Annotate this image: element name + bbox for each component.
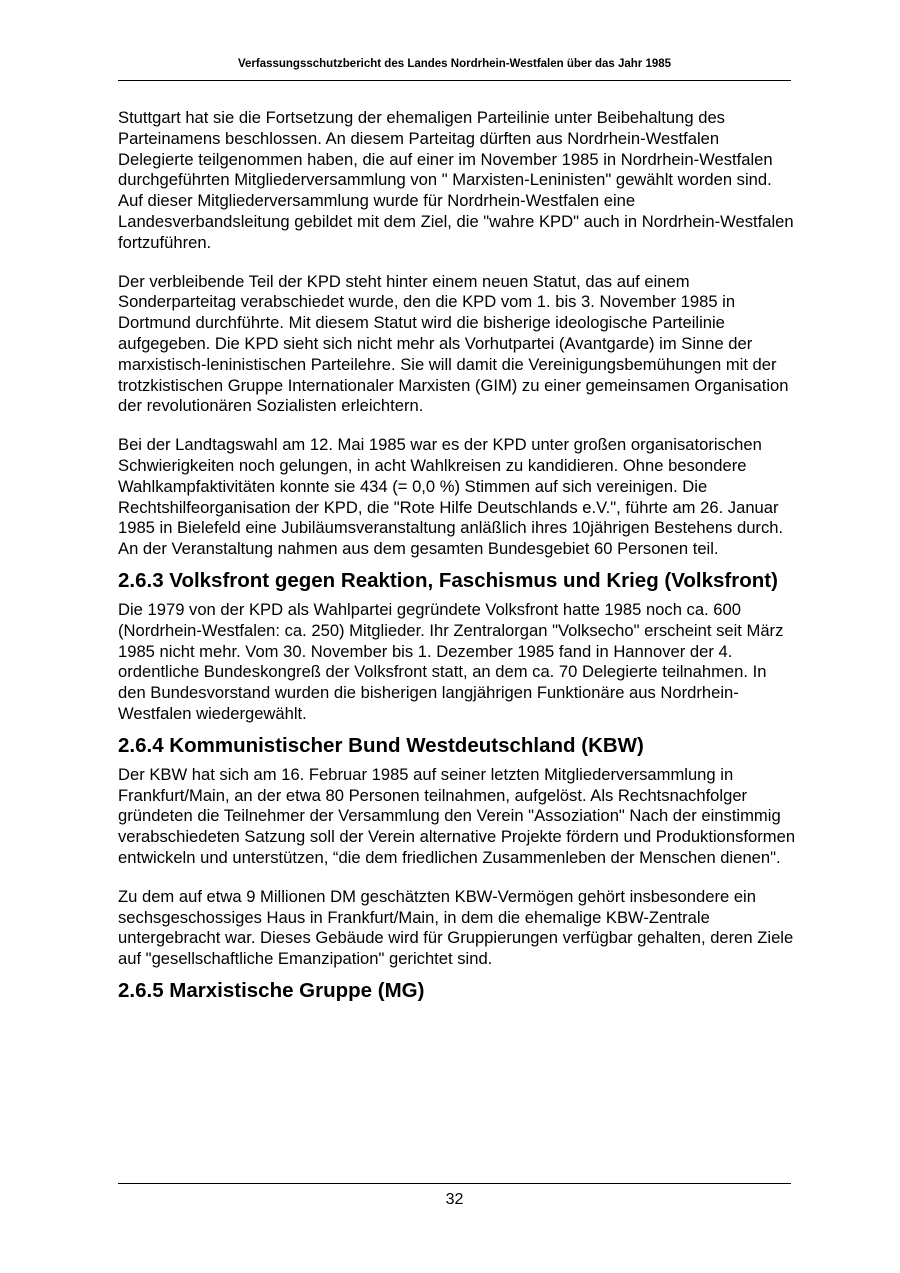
paragraph-kbw-vermoegen: Zu dem auf etwa 9 Millionen DM geschätzten KBW-Vermögen gehört insbesondere ein sechsgeschossiges Haus in Frankfurt/Main, in dem die ehemalige KBW-Zentrale untergebracht war. Dieses Gebäude wird für Gruppierungen verfügbar gehalten, deren Ziele auf "gesellschaftliche Emanzipation" gerichtet sind. — [118, 886, 794, 969]
page-body — [118, 108, 798, 1010]
paragraph-kbw-aufloesung: Der KBW hat sich am 16. Februar 1985 auf seiner letzten Mitgliederversammlung in Frankfurt/Main, an der etwa 80 Personen teilnahmen, aufgelöst. Als Rechtsnachfolger gründeten die Teilnehmer der Versammlung den Verein "Assoziation" Nach der einstimmig verabschiedeten Satzung soll der Verein alternative Projekte fördern und Produktionsformen entwickeln und unterstützen, “die dem friedlichen Zusammenleben der Menschen dienen". — [118, 764, 796, 867]
paragraph-kpd-stuttgart: Stuttgart hat sie die Fortsetzung der ehemaligen Parteilinie unter Beibehaltung des Parteinamens beschlossen. An diesem Parteitag dürften aus Nordrhein-Westfalen Delegierte teilgenommen haben, die auf einer im November 1985 in Nordrhein-Westfalen durchgeführten Mitgliederversammlung von " Marxisten-Leninisten" gewählt worden sind. Auf dieser Mitgliederversammlung wurde für Nordrhein-Westfalen eine Landesverbandsleitung gebildet mit dem Ziel, die "wahre KPD" auch in Nordrhein-Westfalen fortzuführen. — [118, 108, 794, 252]
running-header: Verfassungsschutzbericht des Landes Nordrhein-Westfalen über das Jahr 1985 — [118, 58, 791, 81]
paragraph-kpd-landtagswahl: Bei der Landtagswahl am 12. Mai 1985 war es der KPD unter großen organisatorischen Schwierigkeiten noch gelungen, in acht Wahlkreisen zu kandidieren. Ohne besondere Wahlkampfaktivitäten konnte sie 434 (= 0,0 %) Stimmen auf sich vereinigen. Die Rechtshilfeorganisation der KPD, die "Rote Hilfe Deutschlands e.V.", führte am 26. Januar 1985 in Bielefeld eine Jubiläumsveranstaltung anläßlich ihres 10jährigen Bestehens durch. An der Veranstaltung nahmen aus dem gesamten Bundesgebiet 60 Personen teil. — [118, 435, 784, 559]
heading-volksfront: 2.6.3 Volksfront gegen Reaktion, Faschismus und Krieg (Volksfront) — [118, 568, 778, 592]
paragraph-volksfront: Die 1979 von der KPD als Wahlpartei gegründete Volksfront hatte 1985 noch ca. 600 (Nordrhein-Westfalen: ca. 250) Mitglieder. Ihr Zentralorgan "Volksecho" erscheint seit März 1985 nicht mehr. Vom 30. November bis 1. Dezember 1985 fand in Hannover der 4. ordentliche Bundeskongreß der Volksfront statt, an dem ca. 70 Delegierte teilnahmen. In den Bundesvorstand wurden die bisherigen langjährigen Funktionäre aus Nordrhein-Westfalen wiedergewählt. — [118, 599, 784, 723]
heading-mg: 2.6.5 Marxistische Gruppe (MG) — [118, 978, 425, 1002]
page-number: 32 — [118, 1183, 791, 1209]
heading-kbw: 2.6.4 Kommunistischer Bund Westdeutschland (KBW) — [118, 733, 644, 757]
paragraph-kpd-statut: Der verbleibende Teil der KPD steht hinter einem neuen Statut, das auf einem Sonderparteitag verabschiedet wurde, den die KPD vom 1. bis 3. November 1985 in Dortmund durchführte. Mit diesem Statut wird die bisherige ideologische Parteilinie aufgegeben. Die KPD sieht sich nicht mehr als Vorhutpartei (Avantgarde) im Sinne der marxistisch-leninistischen Parteilehre. Sie will damit die Vereinigungsbemühungen mit der trotzkistischen Gruppe Internationaler Marxisten (GIM) zu einer gemeinsamen Organisation der revolutionären Sozialisten erleichtern. — [118, 271, 789, 416]
